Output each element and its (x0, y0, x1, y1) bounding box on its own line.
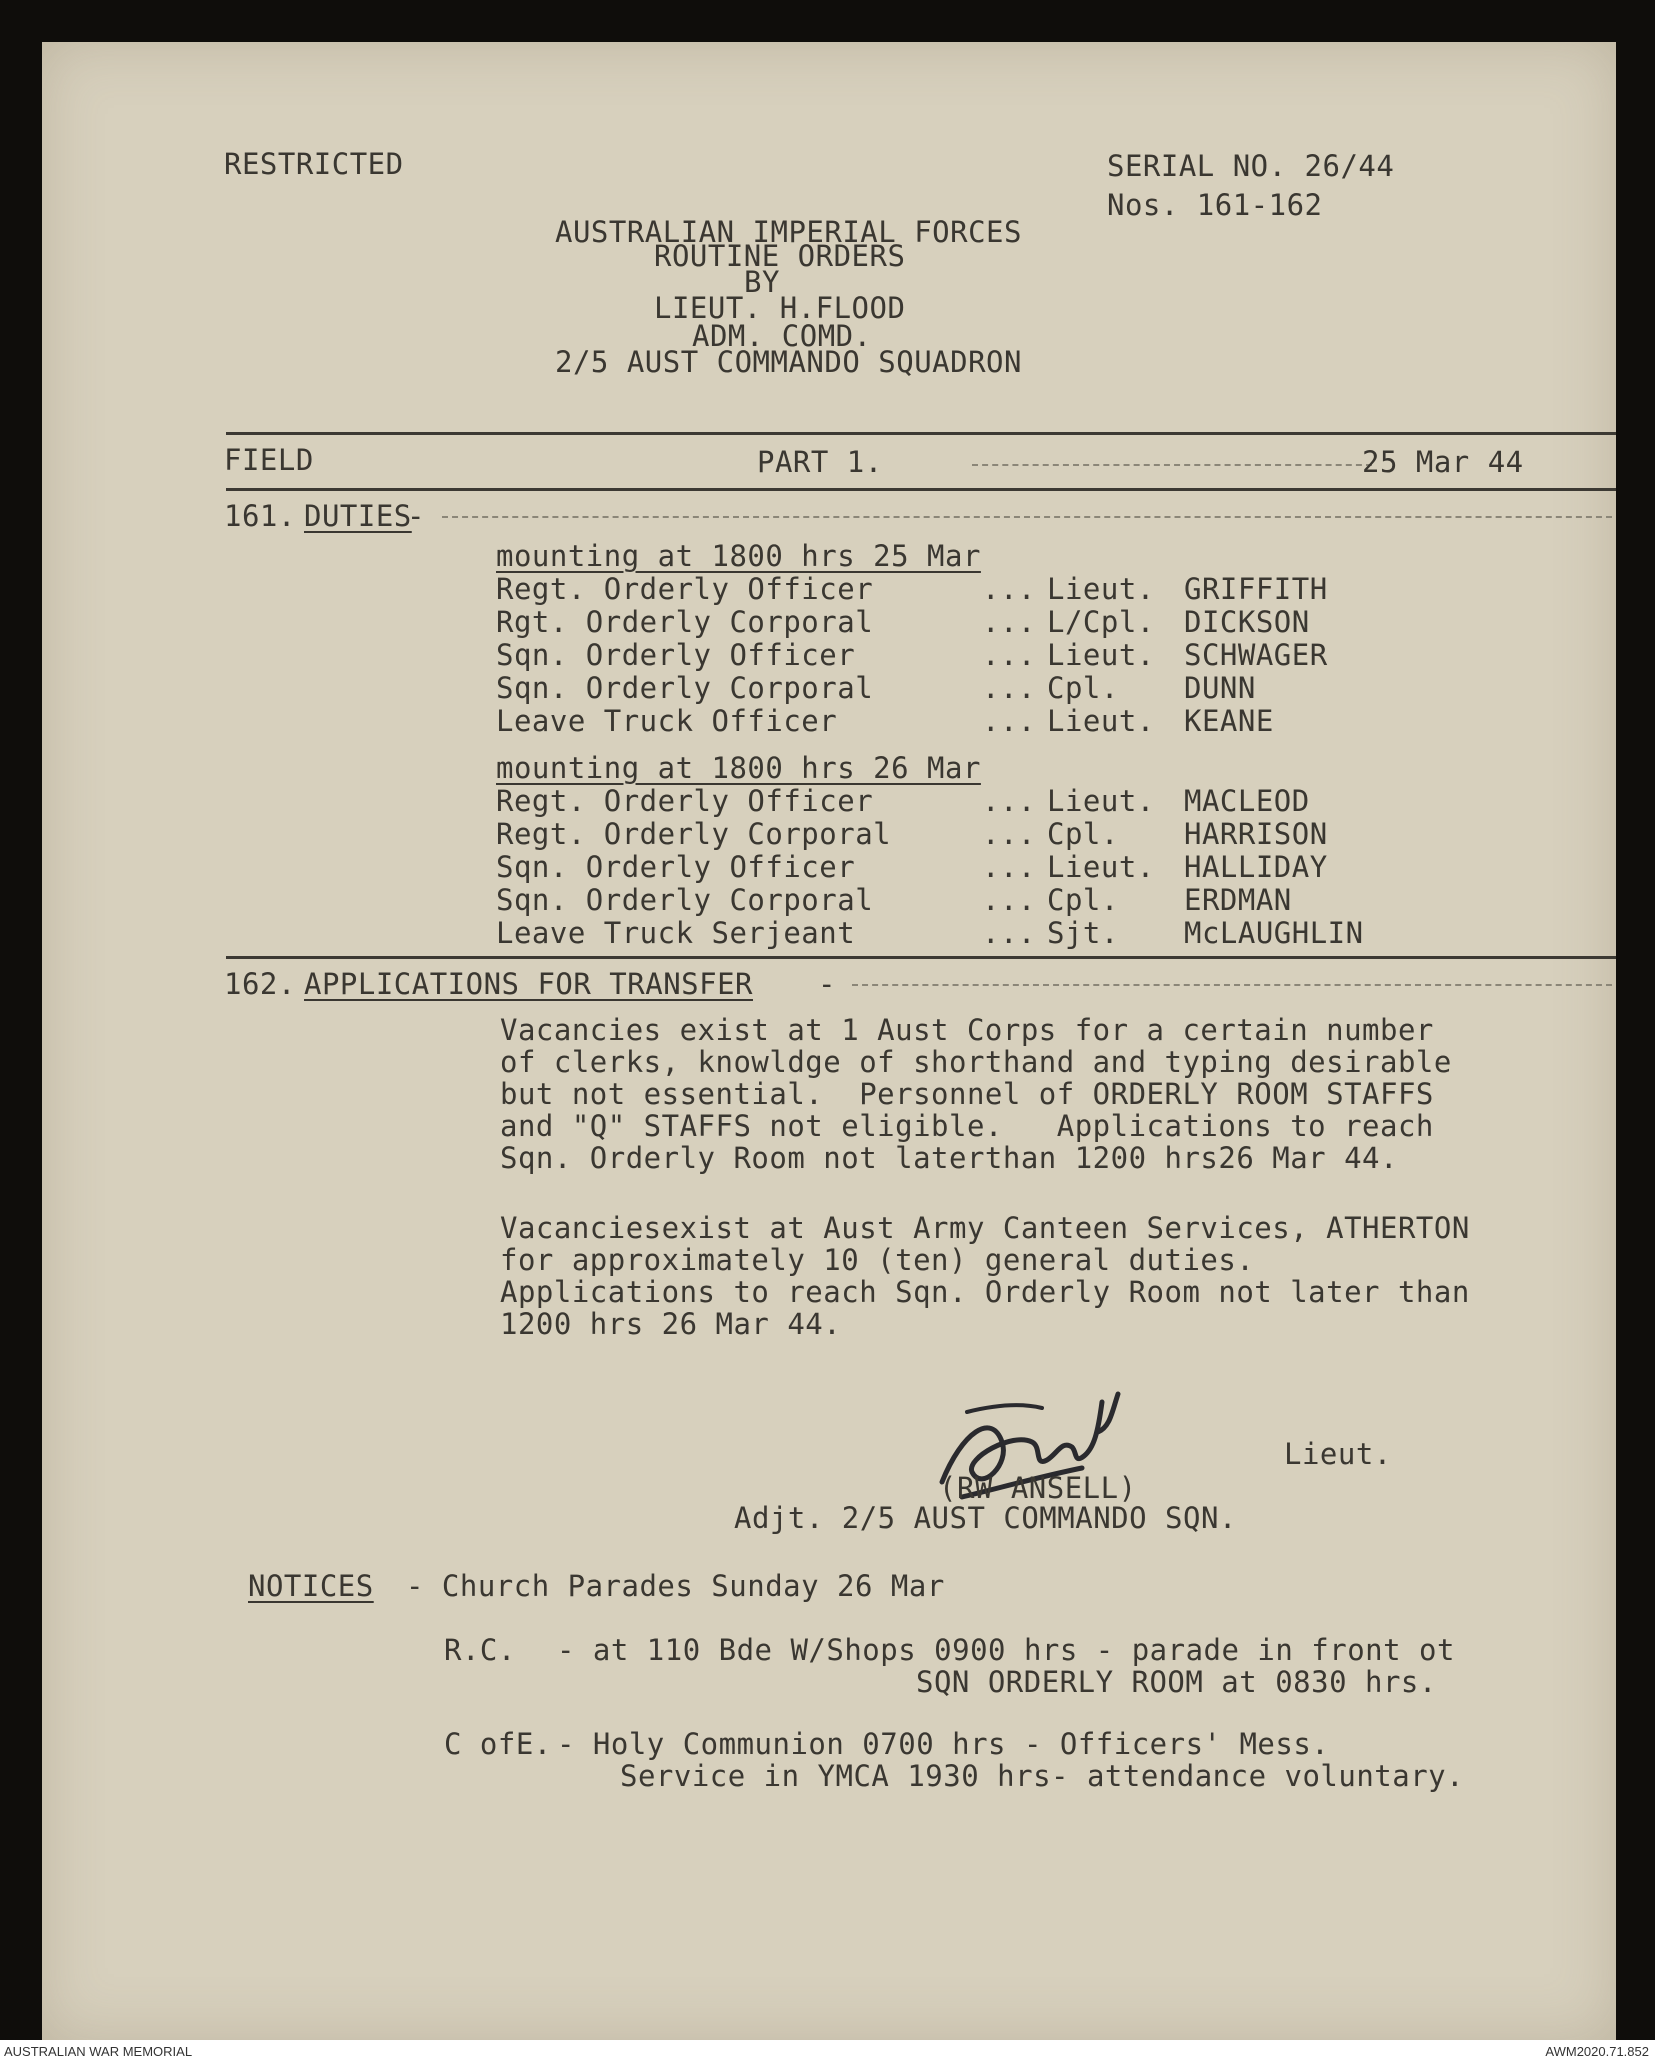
para1-line-5: Sqn. Orderly Room not laterthan 1200 hrs26 Mar 44. (500, 1141, 1398, 1175)
footer-institution: AUSTRALIAN WAR MEMORIAL (4, 2044, 193, 2059)
title-line-5: ADM. COMD. (692, 319, 872, 353)
duty-rank: Cpl. (1047, 817, 1119, 851)
para2-line-1: Vacanciesexist at Aust Army Canteen Services, ATHERTON (500, 1211, 1470, 1245)
para2-line-2: for approximately 10 (ten) general duties. (500, 1243, 1255, 1277)
duty-dots: ... (982, 850, 1036, 884)
duty-name: HARRISON (1184, 817, 1328, 851)
duty-dots: ... (982, 817, 1036, 851)
title-line-3: BY (744, 265, 780, 299)
rc-label: R.C. (444, 1633, 516, 1667)
duty-dots: ... (982, 605, 1036, 639)
duty-dots: ... (982, 704, 1036, 738)
duty-name: McLAUGHLIN (1184, 916, 1364, 950)
title-line-2: ROUTINE ORDERS (654, 239, 906, 273)
title-line-6: 2/5 AUST COMMANDO SQUADRON (555, 345, 1022, 379)
duty-dots: ... (982, 671, 1036, 705)
para1-line-3: but not essential. Personnel of ORDERLY ROOM STAFFS (500, 1077, 1434, 1111)
part-date: 25 Mar 44 (1362, 445, 1524, 479)
para1-line-2: of clerks, knowldge of shorthand and typing desirable (500, 1045, 1452, 1079)
document-page (42, 42, 1616, 2040)
duty-name: DUNN (1184, 671, 1256, 705)
field-label: FIELD (224, 443, 314, 477)
duty-name: HALLIDAY (1184, 850, 1328, 884)
rule-after-duties (226, 956, 1616, 959)
duty-role: Sqn. Orderly Corporal (496, 883, 874, 917)
duty-rank: Cpl. (1047, 883, 1119, 917)
rc-line-1: - at 110 Bde W/Shops 0900 hrs - parade in front ot (557, 1633, 1455, 1667)
rule-top (226, 432, 1616, 435)
duty-rank: Lieut. (1047, 704, 1155, 738)
duty-name: KEANE (1184, 704, 1274, 738)
part-bar-dashes (972, 464, 1372, 466)
duty-rank: L/Cpl. (1047, 605, 1155, 639)
title-line-4: LIEUT. H.FLOOD (654, 291, 906, 325)
restricted-label: RESTRICTED (224, 147, 404, 181)
applications-heading: APPLICATIONS FOR TRANSFER (304, 967, 753, 1001)
duty-rank: Lieut. (1047, 638, 1155, 672)
duty-role: Sqn. Orderly Officer (496, 850, 856, 884)
duty-dots: ... (982, 572, 1036, 606)
duty-role: Rgt. Orderly Corporal (496, 605, 874, 639)
signatory-name: (RW ANSELL) (939, 1471, 1137, 1505)
duties-group-title: mounting at 1800 hrs 25 Mar (496, 539, 981, 573)
para2-line-4: 1200 hrs 26 Mar 44. (500, 1307, 842, 1341)
para1-line-1: Vacancies exist at 1 Aust Corps for a certain number (500, 1013, 1434, 1047)
part-label: PART 1. (757, 445, 883, 479)
para1-line-4: and "Q" STAFFS not eligible. Applications to reach (500, 1109, 1434, 1143)
duty-name: SCHWAGER (1184, 638, 1328, 672)
applications-dashes (852, 984, 1612, 986)
duty-dots: ... (982, 784, 1036, 818)
signatory-appointment: Adjt. 2/5 AUST COMMANDO SQN. (734, 1501, 1237, 1535)
duty-rank: Lieut. (1047, 850, 1155, 884)
duty-rank: Sjt. (1047, 916, 1119, 950)
signatory-rank: Lieut. (1284, 1437, 1392, 1471)
rule-under-part (226, 488, 1616, 491)
notices-heading: NOTICES (248, 1569, 374, 1603)
title-line-1: AUSTRALIAN IMPERIAL FORCES (555, 215, 1022, 249)
duty-role: Leave Truck Officer (496, 704, 838, 738)
serial-number: SERIAL NO. 26/44 (1107, 149, 1395, 183)
cofe-label: C ofE. (444, 1727, 552, 1761)
cofe-line-1: - Holy Communion 0700 hrs - Officers' Mess. (557, 1727, 1330, 1761)
footer-accession: AWM2020.71.852 (1545, 2044, 1649, 2059)
duty-role: Regt. Orderly Officer (496, 572, 874, 606)
duties-heading: DUTIES (304, 499, 412, 533)
duty-rank: Cpl. (1047, 671, 1119, 705)
rc-line-2: SQN ORDERLY ROOM at 0830 hrs. (916, 1665, 1437, 1699)
duty-name: DICKSON (1184, 605, 1310, 639)
duties-number: 161. (224, 499, 296, 533)
duty-dots: ... (982, 638, 1036, 672)
duty-name: ERDMAN (1184, 883, 1292, 917)
duty-dots: ... (982, 883, 1036, 917)
duties-dashes (442, 516, 1612, 518)
duties-group-title: mounting at 1800 hrs 26 Mar (496, 751, 981, 785)
duty-dots: ... (982, 916, 1036, 950)
duty-role: Leave Truck Serjeant (496, 916, 856, 950)
duty-role: Regt. Orderly Officer (496, 784, 874, 818)
duties-heading-dash: - (407, 499, 425, 533)
duty-name: GRIFFITH (1184, 572, 1328, 606)
duty-role: Regt. Orderly Corporal (496, 817, 892, 851)
applications-heading-dash: - (818, 967, 836, 1001)
duty-role: Sqn. Orderly Officer (496, 638, 856, 672)
para2-line-3: Applications to reach Sqn. Orderly Room not later than (500, 1275, 1470, 1309)
duty-name: MACLEOD (1184, 784, 1310, 818)
duty-rank: Lieut. (1047, 784, 1155, 818)
duty-rank: Lieut. (1047, 572, 1155, 606)
notices-intro: - Church Parades Sunday 26 Mar (406, 1569, 945, 1603)
order-numbers: Nos. 161-162 (1107, 188, 1323, 222)
duty-role: Sqn. Orderly Corporal (496, 671, 874, 705)
applications-number: 162. (224, 967, 296, 1001)
cofe-line-2: Service in YMCA 1930 hrs- attendance voluntary. (620, 1759, 1465, 1793)
